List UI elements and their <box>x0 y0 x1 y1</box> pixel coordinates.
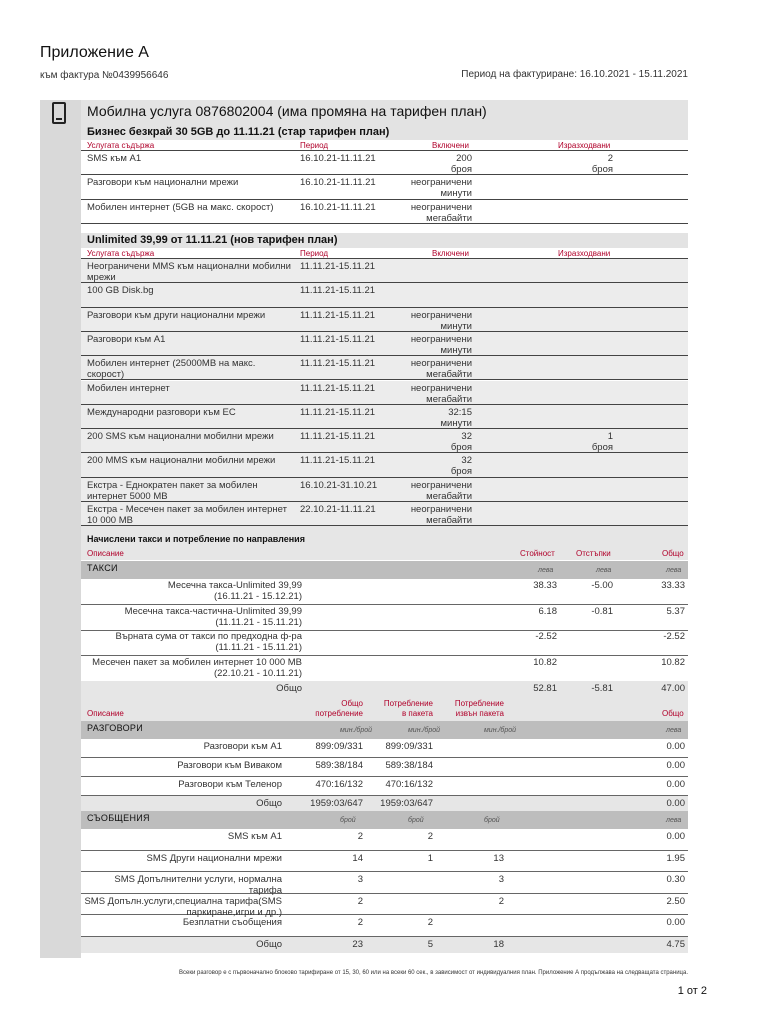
messages-row-label: SMS Други национални мрежи <box>146 852 282 864</box>
fee-total: 33.33 <box>661 580 685 591</box>
messages-unit-1: брой <box>340 817 356 824</box>
col-header-desc: Услугата съдържа <box>87 249 155 258</box>
messages-row-total: 14 <box>352 852 363 864</box>
messages-row-label: Безплатни съобщения <box>182 917 282 928</box>
row-included-unit: броя <box>450 442 472 454</box>
row-period: 11.11.21-15.11.21 <box>300 261 376 272</box>
row-used: 1 <box>607 431 613 443</box>
row-description: Екстра - Еднократен пакет за мобилен <box>87 479 258 491</box>
row-description: 200 MMS към национални мобилни мрежи <box>87 455 276 467</box>
messages-sum-value: 4.75 <box>666 938 685 950</box>
messages-row-total: 2 <box>357 895 363 907</box>
messages-sum-label: Общо <box>256 938 282 950</box>
col-header-period: Период <box>300 249 329 258</box>
row-period: 11.11.21-15.11.21 <box>300 358 376 370</box>
fee-label: Върната сума от такси по предходна ф-ра <box>115 631 302 642</box>
messages-row-outpkg: 13 <box>493 852 504 864</box>
row-included-unit: минути <box>440 344 472 356</box>
mobile-phone-icon <box>52 102 66 124</box>
col-header-period: Период <box>300 141 329 150</box>
messages-unit-2: брой <box>408 817 424 824</box>
row-period: 11.11.21-15.11.21 <box>300 285 376 297</box>
messages-section-label: СЪОБЩЕНИЯ <box>87 813 150 823</box>
row-included-unit: минути <box>440 417 472 429</box>
calls-row-total: 899:09/331 <box>315 741 363 752</box>
new_plan-title: Unlimited 39,99 от 11.11.21 (нов тарифен план) <box>87 234 338 246</box>
fee-period: (22.10.21 - 10.11.21) <box>213 667 302 679</box>
calls-row-value: 0.00 <box>666 779 685 790</box>
fee-discount: -0.81 <box>591 605 613 617</box>
usage-col-outpkg-1: Потребление <box>454 699 504 708</box>
fees-unit-cost: лева <box>538 567 554 574</box>
row-included-unit: минути <box>440 188 472 200</box>
calls-section-bar <box>81 721 688 739</box>
messages-row-value: 0.30 <box>666 874 685 885</box>
col-header-included: Включени <box>432 249 469 258</box>
billing-period: Период на фактуриране: 16.10.2021 - 15.11.2021 <box>461 69 688 80</box>
calls-row-value: 0.00 <box>666 760 685 771</box>
fees-unit-discount: лева <box>596 567 612 574</box>
fees-sum-total: 47.00 <box>661 683 685 694</box>
calls-unit-4: лева <box>666 727 682 734</box>
row-description: Мобилен интернет (5GB на макс. скорост) <box>87 201 274 213</box>
invoice-reference: към фактура №0439956646 <box>40 70 169 81</box>
usage-col-inpkg-2: в пакета <box>401 709 433 718</box>
row-included-unit: мегабайти <box>426 515 472 526</box>
fee-period: (16.11.21 - 15.12.21) <box>213 591 302 602</box>
row-period: 11.11.21-15.11.21 <box>300 333 376 345</box>
old_plan-title: Бизнес безкрай 30 5GB до 11.11.21 (стар тарифен план) <box>87 126 390 138</box>
messages-row-value: 1.95 <box>666 852 685 864</box>
row-description-2: 10 000 MB <box>87 515 133 526</box>
fees-section-label: ТАКСИ <box>87 563 118 573</box>
calls-row-inpkg: 470:16/132 <box>385 779 433 790</box>
page-number: 1 от 2 <box>677 985 707 997</box>
row-description-2: интернет 5000 MB <box>87 490 168 502</box>
fee-label: Месечна такса-Unlimited 39,99 <box>167 580 302 591</box>
row-description: Разговори към А1 <box>87 333 166 345</box>
calls-row-label: Разговори към Теленор <box>178 779 282 790</box>
row-included: 32 <box>461 455 472 467</box>
row-description: 200 SMS към национални мобилни мрежи <box>87 431 274 443</box>
messages-row-value: 0.00 <box>666 831 685 842</box>
row-included-unit: броя <box>450 164 472 175</box>
fee-total: -2.52 <box>663 631 685 642</box>
row-period: 16.10.21-11.11.21 <box>300 201 376 213</box>
calls-row-label: Разговори към Виваком <box>177 760 282 771</box>
row-period: 11.11.21-15.11.21 <box>300 309 376 321</box>
row-included: неограничени <box>410 333 472 345</box>
row-description: Екстра - Месечен пакет за мобилен интернет <box>87 504 287 515</box>
messages-row-total: 2 <box>357 917 363 928</box>
row-period: 11.11.21-15.11.21 <box>300 455 376 467</box>
messages-row-label: SMS Допълнителни услуги, нормална <box>114 874 282 885</box>
row-included: неограничени <box>410 201 472 213</box>
row-included: неограничени <box>410 504 472 515</box>
row-included: неограничени <box>410 358 472 370</box>
row-period: 16.10.21-31.10.21 <box>300 479 378 491</box>
row-included: неограничени <box>410 177 472 189</box>
messages-row-inpkg: 1 <box>427 852 433 864</box>
messages-unit-4: лева <box>666 817 682 824</box>
fee-total: 5.37 <box>666 605 685 617</box>
fee-period: (11.11.21 - 15.11.21) <box>215 616 302 628</box>
page-title: Приложение А <box>40 44 149 61</box>
fee-cost: 38.33 <box>533 580 557 591</box>
row-description-2: скорост) <box>87 369 125 381</box>
calls-row-total: 589:38/184 <box>315 760 363 771</box>
row-description: Мобилен интернет (25000MB на макс. <box>87 358 256 370</box>
calls-row-label: Разговори към А1 <box>203 741 282 752</box>
row-included-unit: мегабайти <box>426 212 472 224</box>
col-header-description: Описание <box>87 549 124 558</box>
calls-row-inpkg: 899:09/331 <box>385 741 433 752</box>
row-included-unit: броя <box>450 466 472 478</box>
row-description: SMS към А1 <box>87 153 142 164</box>
calls-row-inpkg: 589:38/184 <box>385 760 433 771</box>
fees-sum-discount: -5.81 <box>591 683 613 694</box>
row-description: 100 GB Disk.bg <box>87 285 154 297</box>
fee-period: (11.11.21 - 15.11.21) <box>215 642 302 653</box>
fee-label: Месечен пакет за мобилен интернет 10 000 MB <box>92 656 302 668</box>
usage-col-outpkg-2: извън пакета <box>455 709 504 718</box>
row-period: 11.11.21-15.11.21 <box>300 431 376 443</box>
usage-col-total: Общо <box>662 709 684 718</box>
usage-col-total-1: Общо <box>341 699 363 708</box>
messages-row-value: 0.00 <box>666 917 685 928</box>
messages-row-label: SMS Допълн.услуги,специална тарифа(SMS <box>84 895 282 907</box>
messages-row-label: SMS към А1 <box>227 831 282 842</box>
fee-cost: 10.82 <box>533 656 557 668</box>
row-description: Разговори към други национални мрежи <box>87 309 266 321</box>
messages-section-bar <box>81 811 688 829</box>
calls-row-total: 470:16/132 <box>315 779 363 790</box>
fees-unit-total: лева <box>666 567 682 574</box>
messages-row-inpkg: 2 <box>427 831 433 842</box>
row-period: 16.10.21-11.11.21 <box>300 177 376 189</box>
col-header-used: Изразходвани <box>558 249 611 258</box>
calls-unit-2: мин./брой <box>408 727 441 734</box>
messages-sum-inpkg: 5 <box>427 938 433 950</box>
row-included: 32:15 <box>448 406 472 418</box>
charges-title: Начислени такси и потребление по направления <box>87 534 305 544</box>
row-included-unit: мегабайти <box>426 490 472 502</box>
messages-row-value: 2.50 <box>666 895 685 907</box>
row-included-unit: мегабайти <box>426 393 472 405</box>
usage-col-description: Описание <box>87 709 124 718</box>
row-description: Разговори към национални мрежи <box>87 177 239 189</box>
messages-row-outpkg: 3 <box>498 874 504 885</box>
calls-section-label: РАЗГОВОРИ <box>87 723 143 733</box>
row-used-unit: броя <box>591 442 613 454</box>
messages-unit-3: брой <box>484 817 500 824</box>
calls-unit-3: мин./брой <box>484 727 517 734</box>
col-header-cost: Стойност <box>520 549 555 558</box>
footnote: Всеки разговор е с първоначално блоково тарифиране от 15, 30, 60 или на всеки 60 сек., в зависимост от индивидуалния план. Приложение А продължава на следващата страница. <box>179 970 688 976</box>
usage-col-total-2: потребление <box>315 709 363 718</box>
row-used: 2 <box>607 153 613 164</box>
fee-label: Месечна такса-частична-Unlimited 39,99 <box>124 605 302 617</box>
row-included-unit: минути <box>440 320 472 332</box>
row-description: Мобилен интернет <box>87 382 170 394</box>
messages-sum-total: 23 <box>352 938 363 950</box>
row-description: Международни разговори към ЕС <box>87 406 236 418</box>
fee-cost: 6.18 <box>538 605 557 617</box>
fee-cost: -2.52 <box>535 631 557 642</box>
row-description: Неограничени MMS към национални мобилни <box>87 261 291 272</box>
messages-sum-outpkg: 18 <box>493 938 504 950</box>
calls-sum-total: 1959:03/647 <box>310 798 363 809</box>
fee-discount: -5.00 <box>591 580 613 591</box>
service-side-strip <box>40 100 81 958</box>
calls-unit-1: мин./брой <box>340 727 373 734</box>
row-included: неограничени <box>410 382 472 394</box>
calls-sum-inpkg: 1959:03/647 <box>380 798 433 809</box>
row-included-unit: мегабайти <box>426 369 472 381</box>
row-included: неограничени <box>410 309 472 321</box>
fees-sum-cost: 52.81 <box>533 683 557 694</box>
calls-sum-value: 0.00 <box>666 798 685 809</box>
row-period: 16.10.21-11.11.21 <box>300 153 376 164</box>
usage-col-inpkg-1: Потребление <box>383 699 433 708</box>
row-period: 11.11.21-15.11.21 <box>300 382 376 394</box>
row-period: 22.10.21-11.11.21 <box>300 504 376 515</box>
col-header-used: Изразходвани <box>558 141 611 150</box>
messages-row-total: 2 <box>357 831 363 842</box>
row-included: неограничени <box>410 479 472 491</box>
messages-row-label-2: тарифа <box>248 885 282 896</box>
row-used-unit: броя <box>591 164 613 175</box>
fee-total: 10.82 <box>661 656 685 668</box>
row-included: 200 <box>456 153 472 164</box>
row-included: 32 <box>461 431 472 443</box>
calls-sum-label: Общо <box>256 798 282 809</box>
col-header-desc: Услугата съдържа <box>87 141 155 150</box>
col-header-discount: Отстъпки <box>576 549 611 558</box>
messages-row-inpkg: 2 <box>427 917 433 928</box>
row-description-2: мрежи <box>87 272 116 283</box>
service-title: Мобилна услуга 0876802004 (има промяна на тарифен план) <box>87 103 487 119</box>
messages-row-total: 3 <box>357 874 363 885</box>
col-header-total: Общо <box>662 549 684 558</box>
row-period: 11.11.21-15.11.21 <box>300 406 376 418</box>
messages-row-label-2: паркиране,игри и др.) <box>186 906 282 918</box>
col-header-included: Включени <box>432 141 469 150</box>
calls-row-value: 0.00 <box>666 741 685 752</box>
fees-sum-label: Общо <box>276 683 302 694</box>
messages-row-outpkg: 2 <box>498 895 504 907</box>
